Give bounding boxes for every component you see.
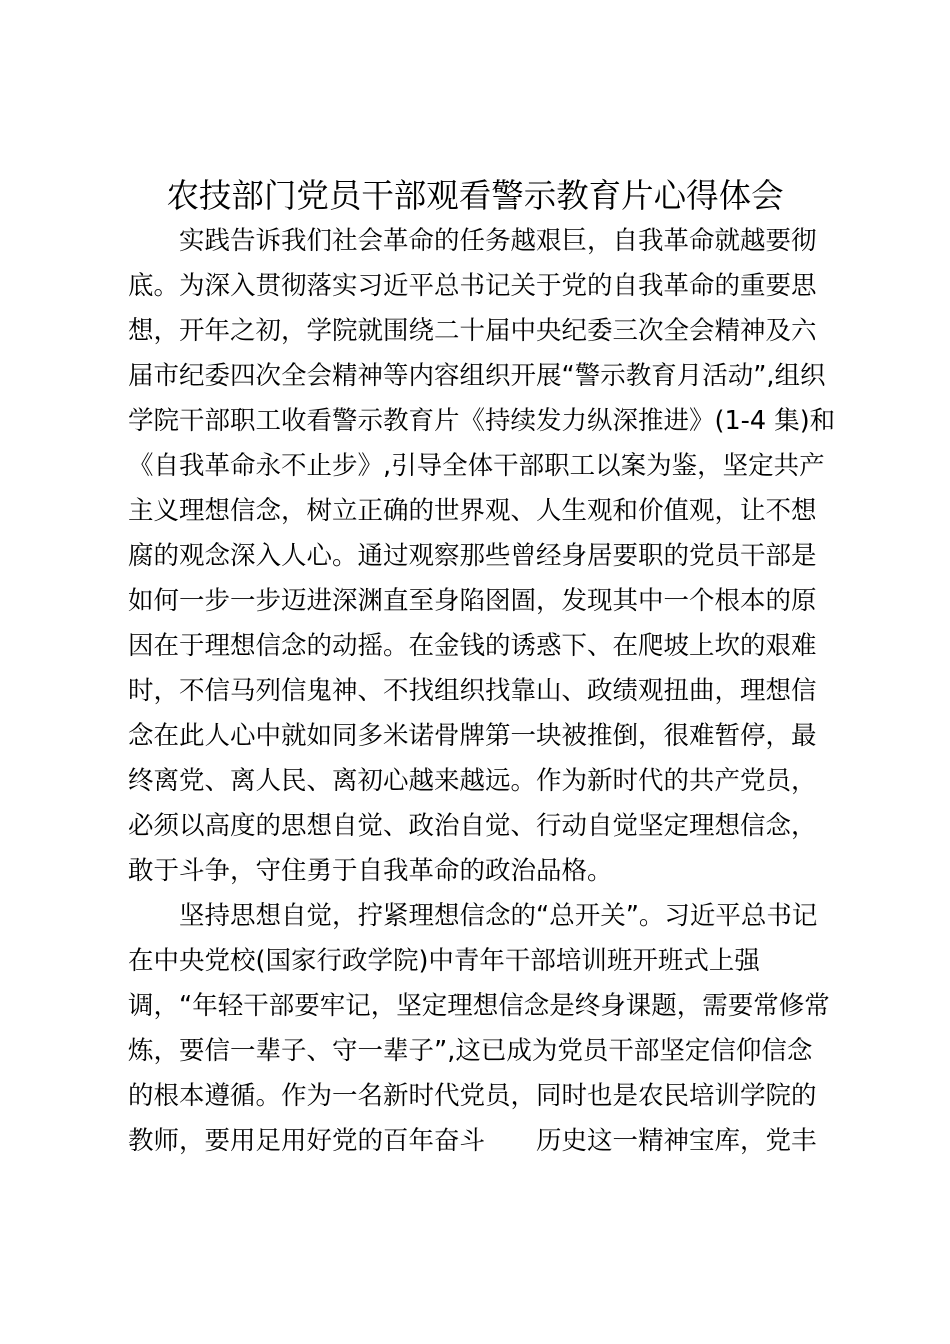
paragraph-line: 主义理想信念，树立正确的世界观、人生观和价值观，让不想 — [128, 496, 817, 526]
paragraph-line: 腐的观念深入人心。通过观察那些曾经身居要职的党员干部是 — [128, 541, 817, 571]
paragraph-line: 因在于理想信念的动摇。在金钱的诱惑下、在爬坡上坎的艰难 — [128, 631, 817, 661]
paragraph-line: 在中央党校(国家行政学院)中青年干部培训班开班式上强 — [128, 946, 760, 976]
paragraph-line: 必须以高度的思想自觉、政治自觉、行动自觉坚定理想信念， — [128, 811, 817, 841]
paragraph-line: 时，不信马列信鬼神、不找组织找靠山、政绩观扭曲，理想信 — [128, 676, 817, 706]
paragraph-line: 念在此人心中就如同多米诺骨牌第一块被推倒，很难暂停，最 — [128, 721, 817, 751]
paragraph-line: 教师，要用足用好党的百年奋斗 历史这一精神宝库，党丰 — [128, 1126, 817, 1156]
paragraph-line: 学院干部职工收看警示教育片《持续发力纵深推进》(1-4 集)和 — [128, 406, 836, 436]
paragraph-line: 实践告诉我们社会革命的任务越艰巨，自我革命就越要彻 — [179, 226, 817, 256]
paragraph-line: 的根本遵循。作为一名新时代党员，同时也是农民培训学院的 — [128, 1081, 817, 1111]
paragraph-line: 坚持思想自觉，拧紧理想信念的“总开关”。习近平总书记 — [179, 901, 818, 931]
paragraph-line: 底。为深入贯彻落实习近平总书记关于党的自我革命的重要思 — [128, 271, 817, 301]
paragraph-line: 敢于斗争，守住勇于自我革命的政治品格。 — [128, 856, 613, 886]
paragraph-line: 《自我革命永不止步》,引导全体干部职工以案为鉴，坚定共产 — [128, 451, 825, 481]
paragraph-line: 炼，要信一辈子、守一辈子”,这已成为党员干部坚定信仰信念 — [128, 1036, 813, 1066]
paragraph-line: 届市纪委四次全会精神等内容组织开展“警示教育月活动”,组织 — [128, 361, 826, 391]
paragraph-line: 如何一步一步迈进深渊直至身陷囹圄，发现其中一个根本的原 — [128, 586, 817, 616]
paragraph-line: 想，开年之初，学院就围绕二十届中央纪委三次全会精神及六 — [128, 316, 817, 346]
paragraph-line: 调，“年轻干部要牢记，坚定理想信念是终身课题，需要常修常 — [128, 991, 830, 1021]
paragraph-line: 终离党、离人民、离初心越来越远。作为新时代的共产党员， — [128, 766, 817, 796]
document-title: 农技部门党员干部观看警示教育片心得体会 — [166, 176, 784, 215]
